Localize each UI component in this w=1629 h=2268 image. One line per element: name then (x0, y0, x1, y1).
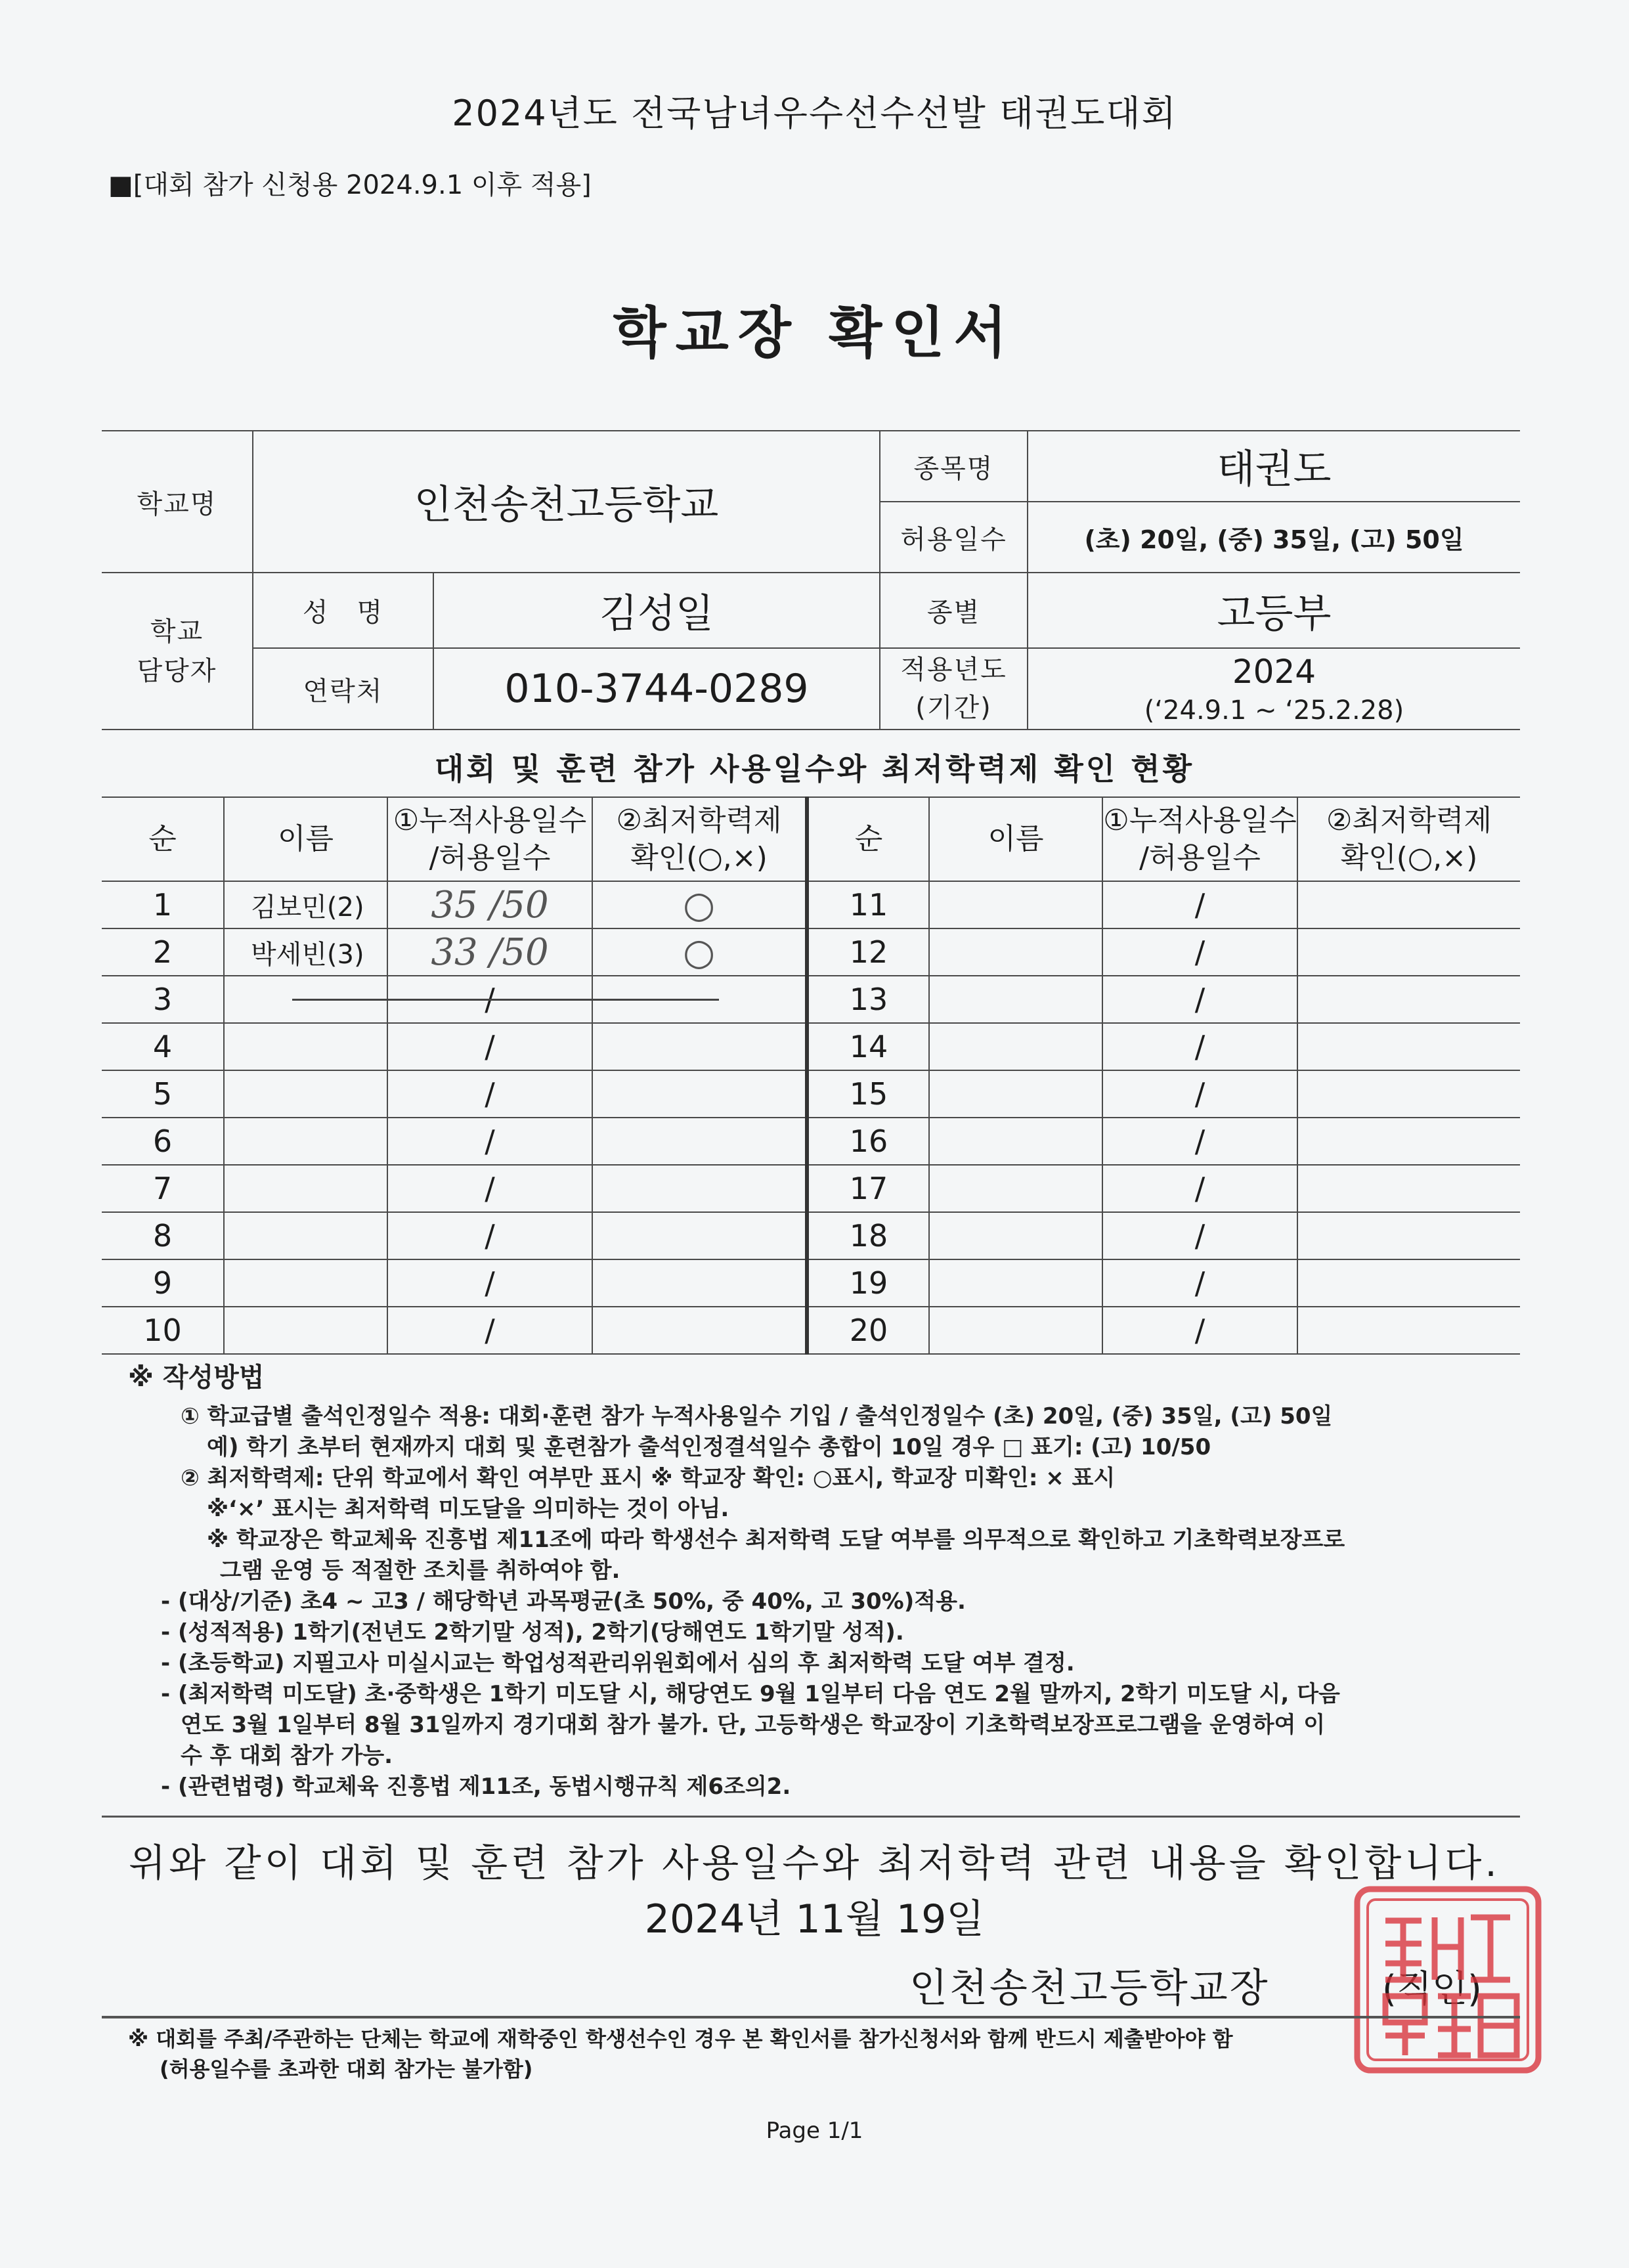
col-name-right: 이름 (929, 797, 1102, 881)
name-label: 성 명 (253, 573, 433, 648)
cell-name (224, 1212, 387, 1259)
cell-no: 4 (102, 1023, 224, 1070)
cell-check (1297, 1165, 1520, 1212)
footnote-line2: (허용일수를 초과한 대회 참가는 불가함) (160, 2057, 533, 2082)
cell-no: 7 (102, 1165, 224, 1212)
footnote (128, 2024, 1540, 2084)
instruction-line: ① 학교급별 출석인정일수 적용: 대회·훈련 참가 누적사용일수 기입 / 출석인정일수 (초) 20일, (중) 35일, (고) 50일 (181, 1403, 1333, 1429)
status-title: 대회 및 훈련 참가 사용일수와 최저학력제 확인 현황 (434, 751, 1195, 787)
cell-check (1297, 1212, 1520, 1259)
cell-check: ○ (592, 928, 807, 976)
table-row (102, 928, 1520, 976)
cell-check (1297, 1118, 1520, 1165)
cell-check (592, 1165, 807, 1212)
cell-no: 1 (102, 881, 224, 928)
cell-name (929, 1023, 1102, 1070)
instruction-line: ※‘×’ 표시는 최저학력 미도달을 의미하는 것이 아님. (207, 1496, 729, 1522)
cell-days: / (387, 1118, 592, 1165)
cell-name (929, 1259, 1102, 1307)
cell-name: 김보민(2) (224, 881, 387, 928)
cell-check (592, 1307, 807, 1354)
contact-label-line1: 학교 (150, 616, 204, 647)
cell-check (1297, 976, 1520, 1023)
confirm-statement: 위와 같이 대회 및 훈련 참가 사용일수와 최저학력 관련 내용을 확인합니다. (129, 1841, 1500, 1885)
cell-name: 박세빈(3) (224, 928, 387, 976)
cell-days: / (387, 1070, 592, 1118)
cell-no: 20 (807, 1307, 929, 1354)
cell-check (592, 1118, 807, 1165)
cell-name (929, 1165, 1102, 1212)
col-min-line2: 확인(○,×) (1340, 841, 1478, 875)
cell-days: / (387, 1165, 592, 1212)
col-days-left (387, 797, 592, 881)
instruction-line: - (성적적용) 1학기(전년도 2학기말 성적), 2학기(당해연도 1학기말 성적). (161, 1619, 904, 1646)
col-min-line1: ②최저학력제 (616, 803, 782, 837)
divider (102, 1816, 1520, 1818)
instruction-line: - (관련법령) 학교체육 진흥법 제11조, 동법시행규칙 제6조의2. (161, 1774, 791, 1800)
roster-table (102, 796, 1520, 1355)
cell-days: 35 /50 (387, 881, 592, 928)
col-no-left: 순 (102, 797, 224, 881)
cell-name (224, 1023, 387, 1070)
page-number: Page 1/1 (766, 2118, 863, 2144)
year-value-cell (1028, 648, 1520, 730)
footnote-line1: ※ 대회를 주최/주관하는 단체는 학교에 재학중인 학생선수인 경우 본 확인서를 참가신청서와 함께 반드시 제출받아야 함 (128, 2026, 1233, 2051)
cell-check (1297, 1070, 1520, 1118)
cell-check (592, 1259, 807, 1307)
cell-check: ○ (592, 881, 807, 928)
table-row (102, 1212, 1520, 1259)
col-min-line2: 확인(○,×) (630, 841, 768, 875)
instruction-line: - (최저학력 미도달) 초·중학생은 1학기 미도달 시, 해당연도 9월 1일부터 다음 연도 2월 말까지, 2학기 미도달 시, 다음 (161, 1681, 1340, 1707)
footer-divider (102, 2016, 1520, 2018)
cell-check (592, 1070, 807, 1118)
info-table (102, 430, 1520, 730)
cell-name (224, 1165, 387, 1212)
col-name-left: 이름 (224, 797, 387, 881)
col-min-left (592, 797, 807, 881)
phone-value: 010-3744-0289 (433, 648, 880, 730)
cell-check (1297, 1259, 1520, 1307)
col-days-right (1102, 797, 1297, 881)
col-no-right: 순 (807, 797, 929, 881)
cell-days: / (1102, 1118, 1297, 1165)
seal-mark: (직인) (1382, 1968, 1482, 2011)
school-label: 학교명 (102, 431, 253, 573)
table-row (102, 1165, 1520, 1212)
cell-no: 19 (807, 1259, 929, 1307)
year-label-line2: (기간) (915, 693, 992, 723)
instructions (128, 1363, 1507, 1802)
apply-note: ■[대회 참가 신청용 2024.9.1 이후 적용] (108, 170, 592, 200)
cell-name (929, 1070, 1102, 1118)
cell-name (929, 928, 1102, 976)
instruction-line: 연도 3월 1일부터 8월 31일까지 경기대회 참가 불가. 단, 고등학생은 학교장이 기초학력보장프로그램을 운영하여 이 (181, 1712, 1326, 1738)
instruction-line: 수 후 대회 참가 가능. (181, 1743, 393, 1769)
period-value: (‘24.9.1 ~ ‘25.2.28) (1144, 695, 1404, 726)
cell-name (929, 1212, 1102, 1259)
issue-date: 2024년 11월 19일 (644, 1896, 985, 1942)
contact-label (102, 573, 253, 730)
cell-days: / (387, 1212, 592, 1259)
cell-no: 10 (102, 1307, 224, 1354)
cell-name (224, 1070, 387, 1118)
table-row (102, 1070, 1520, 1118)
cell-days: / (1102, 1259, 1297, 1307)
year-value: 2024 (1232, 652, 1316, 691)
principal-name: 인천송천고등학교장 (909, 1965, 1270, 2011)
instruction-line: - (초등학교) 지필고사 미실시교는 학업성적관리위원회에서 심의 후 최저학력 도달 여부 결정. (161, 1650, 1075, 1676)
cell-name (224, 1307, 387, 1354)
cell-no: 9 (102, 1259, 224, 1307)
cell-no: 6 (102, 1118, 224, 1165)
cell-days: / (1102, 1023, 1297, 1070)
year-label-line1: 적용년도 (900, 655, 1007, 685)
cell-no: 12 (807, 928, 929, 976)
table-row (102, 1118, 1520, 1165)
cell-days: 33 /50 (387, 928, 592, 976)
name-value: 김성일 (433, 573, 880, 648)
table-row (102, 881, 1520, 928)
cell-days: / (1102, 1165, 1297, 1212)
cell-days: / (1102, 1307, 1297, 1354)
cell-no: 16 (807, 1118, 929, 1165)
cell-days: / (387, 1259, 592, 1307)
cell-check (1297, 881, 1520, 928)
instruction-line: - (대상/기준) 초4 ~ 고3 / 해당학년 과목평균(초 50%, 중 40%, 고 30%)적용. (161, 1588, 966, 1615)
cell-name (224, 1118, 387, 1165)
cell-check (592, 1023, 807, 1070)
cell-name (929, 976, 1102, 1023)
sport-value: 태권도 (1028, 431, 1520, 502)
instruction-line: ※ 학교장은 학교체육 진흥법 제11조에 따라 학생선수 최저학력 도달 여부를 의무적으로 확인하고 기초학력보장프로 (207, 1527, 1345, 1553)
cell-check (1297, 1023, 1520, 1070)
cell-days: / (1102, 1070, 1297, 1118)
col-min-line1: ②최저학력제 (1326, 803, 1492, 837)
event-title: 2024년도 전국남녀우수선수선발 태권도대회 (452, 93, 1177, 134)
instructions-heading: ※ 작성방법 (128, 1363, 265, 1393)
col-days-line1: ①누적사용일수 (1103, 803, 1297, 837)
cell-name (929, 881, 1102, 928)
cell-check (592, 1212, 807, 1259)
instruction-line: ② 최저학력제: 단위 학교에서 확인 여부만 표시 ※ 학교장 확인: ○표시, 학교장 미확인: × 표시 (181, 1465, 1116, 1491)
cell-check (1297, 1307, 1520, 1354)
cell-no: 15 (807, 1070, 929, 1118)
table-row (102, 1023, 1520, 1070)
sport-label: 종목명 (880, 431, 1028, 502)
cell-no: 2 (102, 928, 224, 976)
phone-label: 연락처 (253, 648, 433, 730)
cell-name (224, 1259, 387, 1307)
year-label (880, 648, 1028, 730)
cell-days: / (387, 1307, 592, 1354)
school-value: 인천송천고등학교 (253, 431, 880, 573)
cell-no: 18 (807, 1212, 929, 1259)
cell-check (1297, 928, 1520, 976)
col-min-right (1297, 797, 1520, 881)
document-title: 학교장 확인서 (613, 301, 1016, 365)
cell-days: / (387, 1023, 592, 1070)
table-row (102, 1259, 1520, 1307)
cell-days: / (1102, 1212, 1297, 1259)
instruction-line: 그램 운영 등 적절한 조치를 취하여야 함. (220, 1558, 620, 1584)
col-days-line2: /허용일수 (1139, 841, 1261, 875)
contact-label-line2: 담당자 (137, 655, 217, 686)
cell-no: 5 (102, 1070, 224, 1118)
cell-name (929, 1307, 1102, 1354)
cell-days: / (1102, 928, 1297, 976)
table-row (102, 1307, 1520, 1354)
col-days-line2: /허용일수 (429, 841, 551, 875)
cell-no: 17 (807, 1165, 929, 1212)
cell-no: 13 (807, 976, 929, 1023)
allowed-days-label: 허용일수 (880, 502, 1028, 573)
cell-no: 14 (807, 1023, 929, 1070)
col-days-line1: ①누적사용일수 (393, 803, 587, 837)
cell-days: / (1102, 881, 1297, 928)
allowed-days-value: (초) 20일, (중) 35일, (고) 50일 (1028, 502, 1520, 573)
instruction-line: 예) 학기 초부터 현재까지 대회 및 훈련참가 출석인정결석일수 총합이 10일 경우 □ 표기: (고) 10/50 (207, 1434, 1211, 1460)
cell-no: 3 (102, 976, 224, 1023)
cell-no: 8 (102, 1212, 224, 1259)
cell-no: 11 (807, 881, 929, 928)
cell-name (929, 1118, 1102, 1165)
cell-days: / (1102, 976, 1297, 1023)
division-label: 종별 (880, 573, 1028, 648)
division-value: 고등부 (1028, 573, 1520, 648)
strike-line-row3 (292, 999, 719, 1001)
